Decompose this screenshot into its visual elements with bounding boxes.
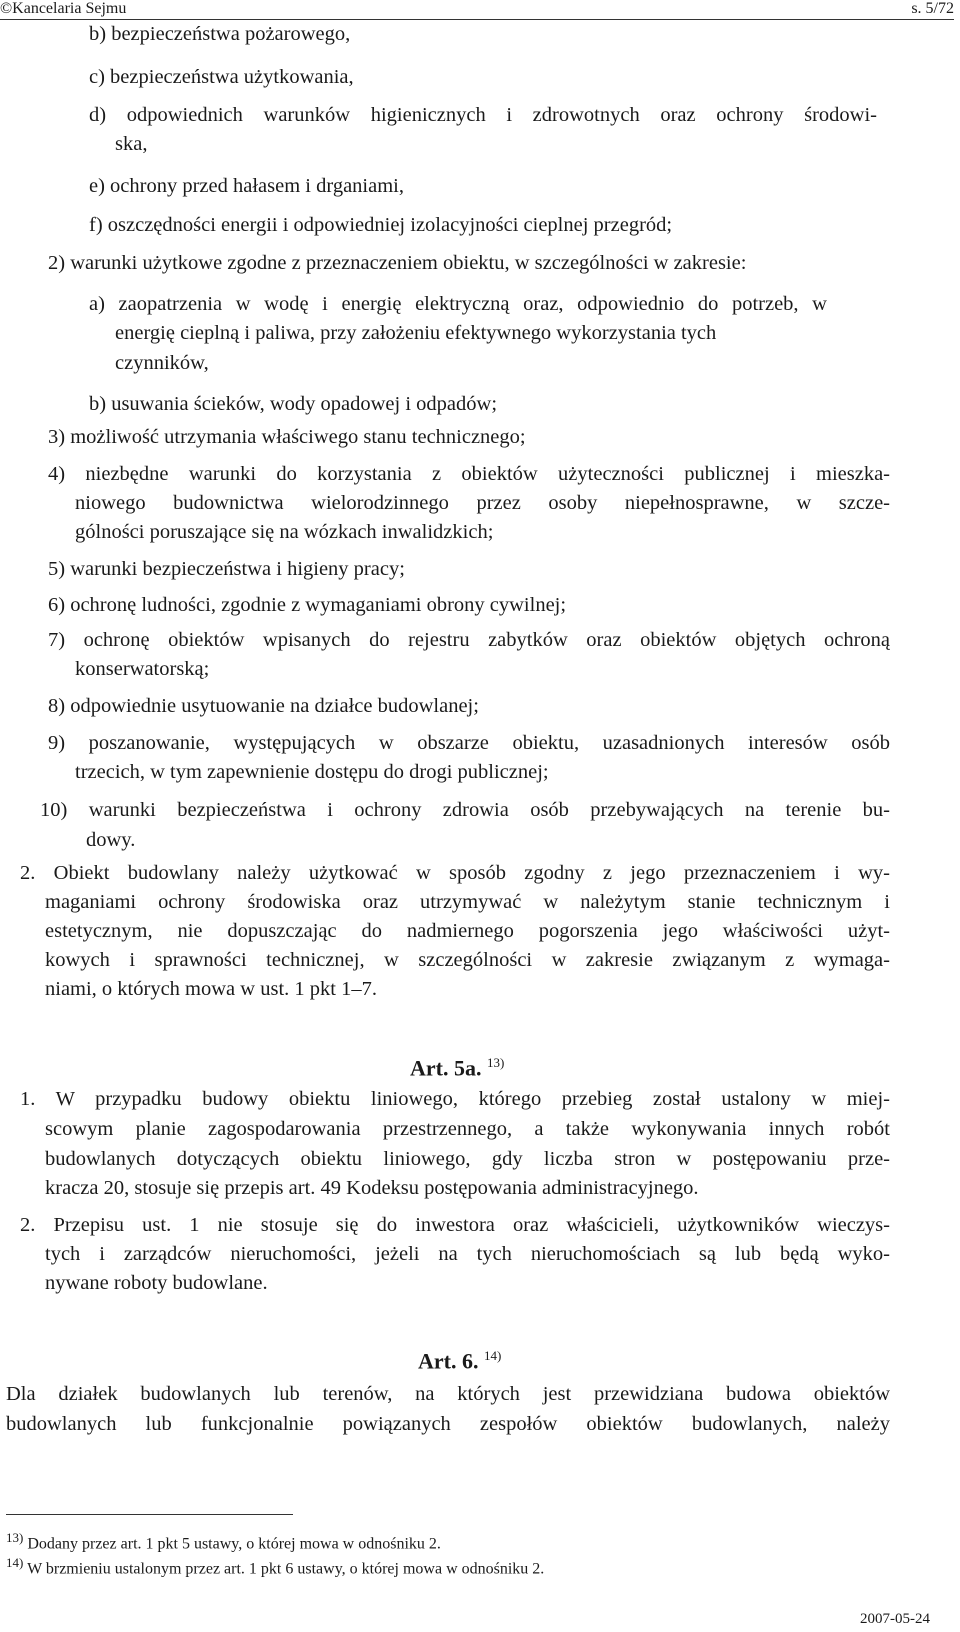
footnote-14 [6,1553,544,1579]
article-5a-title: Art. 5a. [410,1055,482,1081]
article-6-heading [418,1341,501,1376]
point-7-line2: konserwatorską; [75,658,210,680]
list-item-d-line1: d) odpowiednich warunków higienicznych i zdrowotnych oraz ochrony środowi- [89,104,877,126]
footer-date: 2007-05-24 [860,1611,930,1627]
point-2: 2) warunki użytkowe zgodne z przeznaczeniem obiektu, w szczególności w zakresie: [48,252,747,274]
point-7-line1: 7) ochronę obiektów wpisanych do rejestru zabytków oraz obiektów objętych ochroną [48,629,890,651]
point-10-line2: dowy. [86,829,136,851]
point-2a-line1: a) zaopatrzenia w wodę i energię elektryczną oraz, odpowiednio do potrzeb, w [89,293,827,315]
list-item-c: c) bezpieczeństwa użytkowania, [89,66,354,88]
article-6-footnote-ref: 14) [483,1348,502,1363]
art6-line2: budowlanych lub funkcjonalnie powiązanych zespołów obiektów budowlanych, należy [6,1413,890,1435]
footnote-13-text: Dodany przez art. 1 pkt 5 ustawy, o której mowa w odnośniku 2. [27,1535,441,1553]
article-5a-heading [410,1048,504,1083]
art5a-section2-line1: 2. Przepisu ust. 1 nie stosuje się do inwestora oraz właścicieli, użytkowników wieczys- [20,1214,890,1236]
point-8: 8) odpowiednie usytuowanie na działce budowlanej; [48,695,479,717]
art5a-section2-line2: tych i zarządców nieruchomości, jeżeli na tych nieruchomościach są lub będą wyko- [45,1243,890,1265]
section-2-line1: 2. Obiekt budowlany należy użytkować w sposób zgodny z jego przeznaczeniem i wy- [20,862,890,884]
art5a-section1-line4: kracza 20, stosuje się przepis art. 49 Kodeksu postępowania administracyjnego. [45,1177,699,1199]
point-4-line3: gólności poruszające się na wózkach inwalidzkich; [75,521,494,543]
art5a-section2-line3: nywane roboty budowlane. [45,1272,268,1294]
footnote-13 [6,1528,441,1554]
section-2-line5: niami, o których mowa w ust. 1 pkt 1–7. [45,978,377,1000]
footnote-13-mark: 13) [6,1530,24,1545]
point-3: 3) możliwość utrzymania właściwego stanu technicznego; [48,426,526,448]
article-5a-footnote-ref: 13) [486,1055,505,1070]
list-item-b: b) bezpieczeństwa pożarowego, [89,23,351,45]
point-9-line2: trzecich, w tym zapewnienie dostępu do drogi publicznej; [75,761,549,783]
point-5: 5) warunki bezpieczeństwa i higieny pracy; [48,558,405,580]
art5a-section1-line2: scowym planie zagospodarowania przestrzennego, a także wykonywania innych robót [45,1118,890,1140]
art5a-section1-line3: budowlanych dotyczących obiektu liniowego, gdy liczba stron w postępowaniu prze- [45,1148,890,1170]
point-2a-line3: czynników, [115,352,209,374]
point-10-line1: 10) warunki bezpieczeństwa i ochrony zdrowia osób przebywających na terenie bu- [40,799,890,821]
art6-line1: Dla działek budowlanych lub terenów, na których jest przewidziana budowa obiektów [6,1383,890,1405]
section-2-line3: estetycznym, nie dopuszczając do nadmiernego pogorszenia jego właściwości użyt- [45,920,890,942]
header-copyright: ©Kancelaria Sejmu [0,0,127,17]
list-item-e: e) ochrony przed hałasem i drganiami, [89,175,404,197]
header-page-number: s. 5/72 [911,0,954,17]
point-4-line2: niowego budownictwa wielorodzinnego przez osoby niepełnosprawne, w szcze- [75,492,890,514]
point-2a-line2: energię cieplną i paliwa, przy założeniu efektywnego wykorzystania tych [115,322,717,344]
list-item-f: f) oszczędności energii i odpowiedniej izolacyjności cieplnej przegród; [89,214,673,236]
list-item-d-line2: ska, [115,133,148,155]
footnote-14-text: W brzmieniu ustalonym przez art. 1 pkt 6 ustawy, o której mowa w odnośniku 2. [27,1560,545,1578]
section-2-line4: kowych i sprawności technicznej, w szczególności w zakresie związanym z wymaga- [45,949,890,971]
point-2b: b) usuwania ścieków, wody opadowej i odpadów; [89,393,498,415]
article-6-title: Art. 6. [418,1348,479,1374]
art5a-section1-line1: 1. W przypadku budowy obiektu liniowego, którego przebieg został ustalony w miej- [20,1088,890,1110]
point-6: 6) ochronę ludności, zgodnie z wymaganiami obrony cywilnej; [48,594,567,616]
footnote-14-mark: 14) [6,1555,24,1570]
point-9-line1: 9) poszanowanie, występujących w obszarze obiektu, uzasadnionych interesów osób [48,732,890,754]
point-4-line1: 4) niezbędne warunki do korzystania z obiektów użyteczności publicznej i mieszka- [48,463,890,485]
section-2-line2: maganiami ochrony środowiska oraz utrzymywać w należytym stanie technicznym i [45,891,890,913]
footnote-divider [6,1514,293,1515]
